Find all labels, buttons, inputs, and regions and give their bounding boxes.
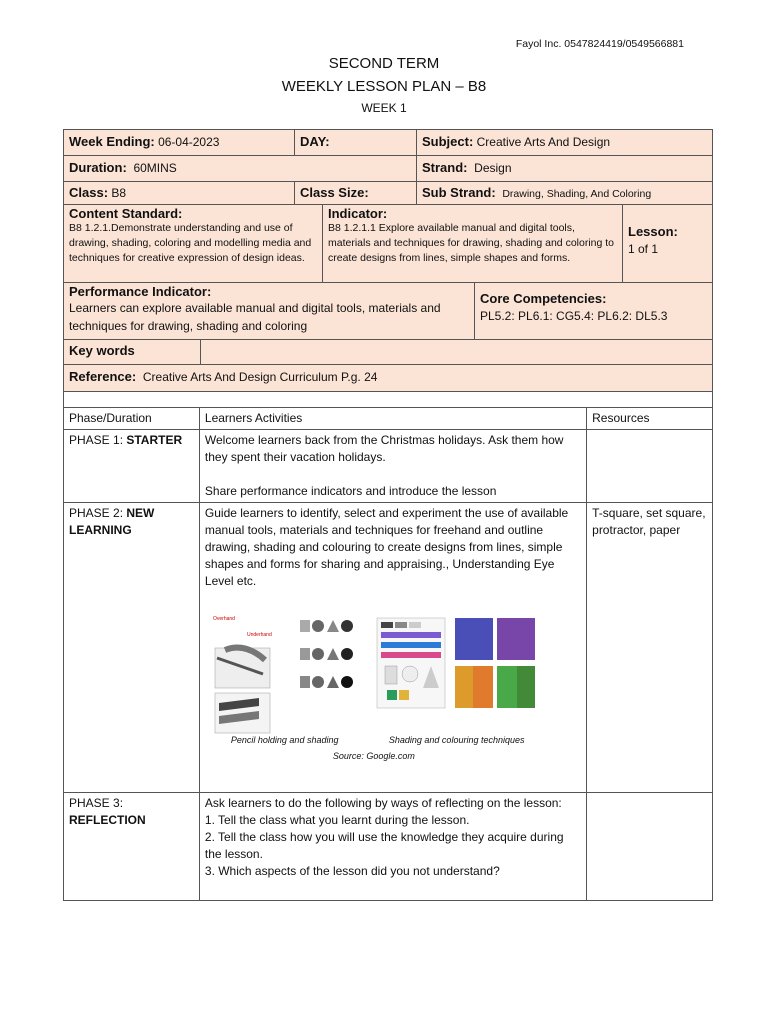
figure-source: Source: Google.com bbox=[332, 751, 415, 761]
info-row-week bbox=[63, 129, 713, 156]
phase-3-prefix: PHASE 3: bbox=[69, 796, 124, 810]
sub-strand-value: Drawing, Shading, And Coloring bbox=[502, 188, 652, 200]
col-activities: Learners Activities bbox=[199, 408, 586, 430]
duration-cell bbox=[64, 156, 416, 181]
duration-value: 60MINS bbox=[133, 161, 177, 175]
phase-1-resources bbox=[587, 430, 713, 503]
core-label: Core Competencies: bbox=[480, 291, 607, 306]
info-row-standard bbox=[63, 205, 713, 283]
strand-label: Strand: bbox=[422, 160, 468, 175]
phase-1-bold: STARTER bbox=[126, 433, 183, 447]
performance-cell bbox=[64, 283, 474, 339]
week-ending-label: Week Ending: bbox=[69, 134, 155, 149]
phase-3-bold: REFLECTION bbox=[69, 813, 146, 827]
phase-2-text: Guide learners to identify, select and experiment the use of available manual tools, materials and techniques for freehand and outline drawing, shading and colouring to create designs from lines, simple shapes and forms for sharing and appraising., Understanding Eye Level etc. bbox=[204, 506, 569, 588]
fig-label-underhand: Underhand bbox=[246, 632, 272, 638]
indicator-value: B8 1.2.1.1 Explore available manual and digital tools, materials and techniques for drawing, shading and coloring to create designs from lines, simple shapes and forms. bbox=[328, 222, 615, 264]
info-row-reference bbox=[63, 365, 713, 392]
col-resources: Resources bbox=[587, 408, 713, 430]
indicator-cell bbox=[322, 205, 622, 282]
caption-right: Shading and colouring techniques bbox=[388, 735, 525, 745]
content-standard-cell bbox=[64, 205, 322, 282]
term-title: SECOND TERM bbox=[328, 55, 440, 72]
fig-label-overhand: Overhand bbox=[212, 616, 235, 622]
phase-3-intro: Ask learners to do the following by ways of reflecting on the lesson: bbox=[204, 796, 562, 810]
phase-1-text2: Share performance indicators and introduce the lesson bbox=[204, 484, 497, 498]
phase-3-item-3: 3. Which aspects of the lesson did you not understand? bbox=[204, 864, 500, 878]
info-row-class bbox=[63, 182, 713, 205]
phase-3-item-1: 1. Tell the class what you learnt during the lesson. bbox=[204, 813, 470, 827]
info-row-keywords bbox=[63, 340, 713, 365]
phase-3-row bbox=[64, 793, 713, 901]
phase-2-bold1: NEW bbox=[126, 506, 155, 520]
sub-strand-label: Sub Strand: bbox=[422, 185, 496, 200]
core-cell bbox=[474, 283, 712, 339]
plan-title: WEEKLY LESSON PLAN – B8 bbox=[281, 78, 487, 95]
phase-2-label bbox=[64, 503, 200, 793]
lesson-cell bbox=[622, 205, 712, 282]
content-standard-value: B8 1.2.1.Demonstrate understanding and use of drawing, shading, coloring and modelling media and techniques for creative expression of design ideas. bbox=[69, 222, 312, 264]
day-cell bbox=[294, 130, 416, 155]
reference-cell bbox=[64, 365, 712, 391]
phases-table bbox=[63, 407, 713, 901]
table-header-row bbox=[64, 408, 713, 430]
contact-line: Fayol Inc. 0547824419/0549566881 bbox=[515, 38, 684, 50]
strand-cell bbox=[416, 156, 712, 181]
week-label: WEEK 1 bbox=[361, 101, 407, 115]
phase-1-text1: Welcome learners back from the Christmas holidays. Ask them how they spent their vacation holidays. bbox=[204, 433, 564, 464]
class-size-cell bbox=[294, 182, 416, 204]
sub-strand-cell bbox=[416, 182, 712, 204]
performance-label: Performance Indicator: bbox=[69, 284, 212, 299]
class-cell bbox=[64, 182, 294, 204]
phase-1-label bbox=[64, 430, 200, 503]
phase-3-label bbox=[64, 793, 200, 901]
duration-label: Duration: bbox=[69, 160, 127, 175]
shading-figure bbox=[205, 590, 581, 790]
phase-1-activities bbox=[199, 430, 586, 503]
keywords-label: Key words bbox=[69, 343, 135, 358]
phase-3-item-2: 2. Tell the class how you will use the knowledge they acquire during the lesson. bbox=[204, 830, 564, 861]
info-row-performance bbox=[63, 283, 713, 340]
week-ending-value: 06-04-2023 bbox=[158, 135, 220, 149]
day-label: DAY: bbox=[300, 134, 330, 149]
phase-2-resources: T-square, set square, protractor, paper bbox=[587, 503, 713, 793]
reference-value: Creative Arts And Design Curriculum P.g. 24 bbox=[142, 370, 378, 384]
col-phase: Phase/Duration bbox=[64, 408, 200, 430]
keywords-cell bbox=[64, 340, 200, 364]
phase-2-row bbox=[64, 503, 713, 793]
keywords-value-cell bbox=[200, 340, 712, 364]
info-row-duration bbox=[63, 156, 713, 182]
strand-value: Design bbox=[474, 161, 512, 175]
shading-illustration bbox=[205, 608, 585, 808]
phase-3-resources bbox=[587, 793, 713, 901]
performance-value: Learners can explore available manual and digital tools, materials and techniques for drawing, shading and coloring bbox=[69, 301, 441, 333]
class-size-label: Class Size: bbox=[300, 185, 369, 200]
week-ending-cell bbox=[64, 130, 294, 155]
reference-label: Reference: bbox=[69, 369, 137, 384]
subject-cell bbox=[416, 130, 712, 155]
core-value: PL5.2: PL6.1: CG5.4: PL6.2: DL5.3 bbox=[480, 309, 668, 323]
subject-value: Creative Arts And Design bbox=[476, 135, 611, 149]
class-value: B8 bbox=[111, 186, 127, 200]
lesson-value: 1 of 1 bbox=[628, 242, 659, 256]
phase-1-row bbox=[64, 430, 713, 503]
spacer-row bbox=[63, 391, 713, 407]
content-standard-label: Content Standard: bbox=[69, 206, 183, 221]
phase-2-prefix: PHASE 2: bbox=[69, 506, 127, 520]
class-label: Class: bbox=[69, 185, 109, 200]
phase-3-activities bbox=[199, 793, 586, 901]
phase-2-activities bbox=[199, 503, 586, 793]
phase-1-prefix: PHASE 1: bbox=[69, 433, 127, 447]
lesson-label: Lesson: bbox=[628, 224, 678, 239]
indicator-label: Indicator: bbox=[328, 206, 388, 221]
subject-label: Subject: bbox=[422, 134, 474, 149]
phase-2-bold2: LEARNING bbox=[69, 523, 132, 537]
caption-left: Pencil holding and shading bbox=[230, 735, 339, 745]
